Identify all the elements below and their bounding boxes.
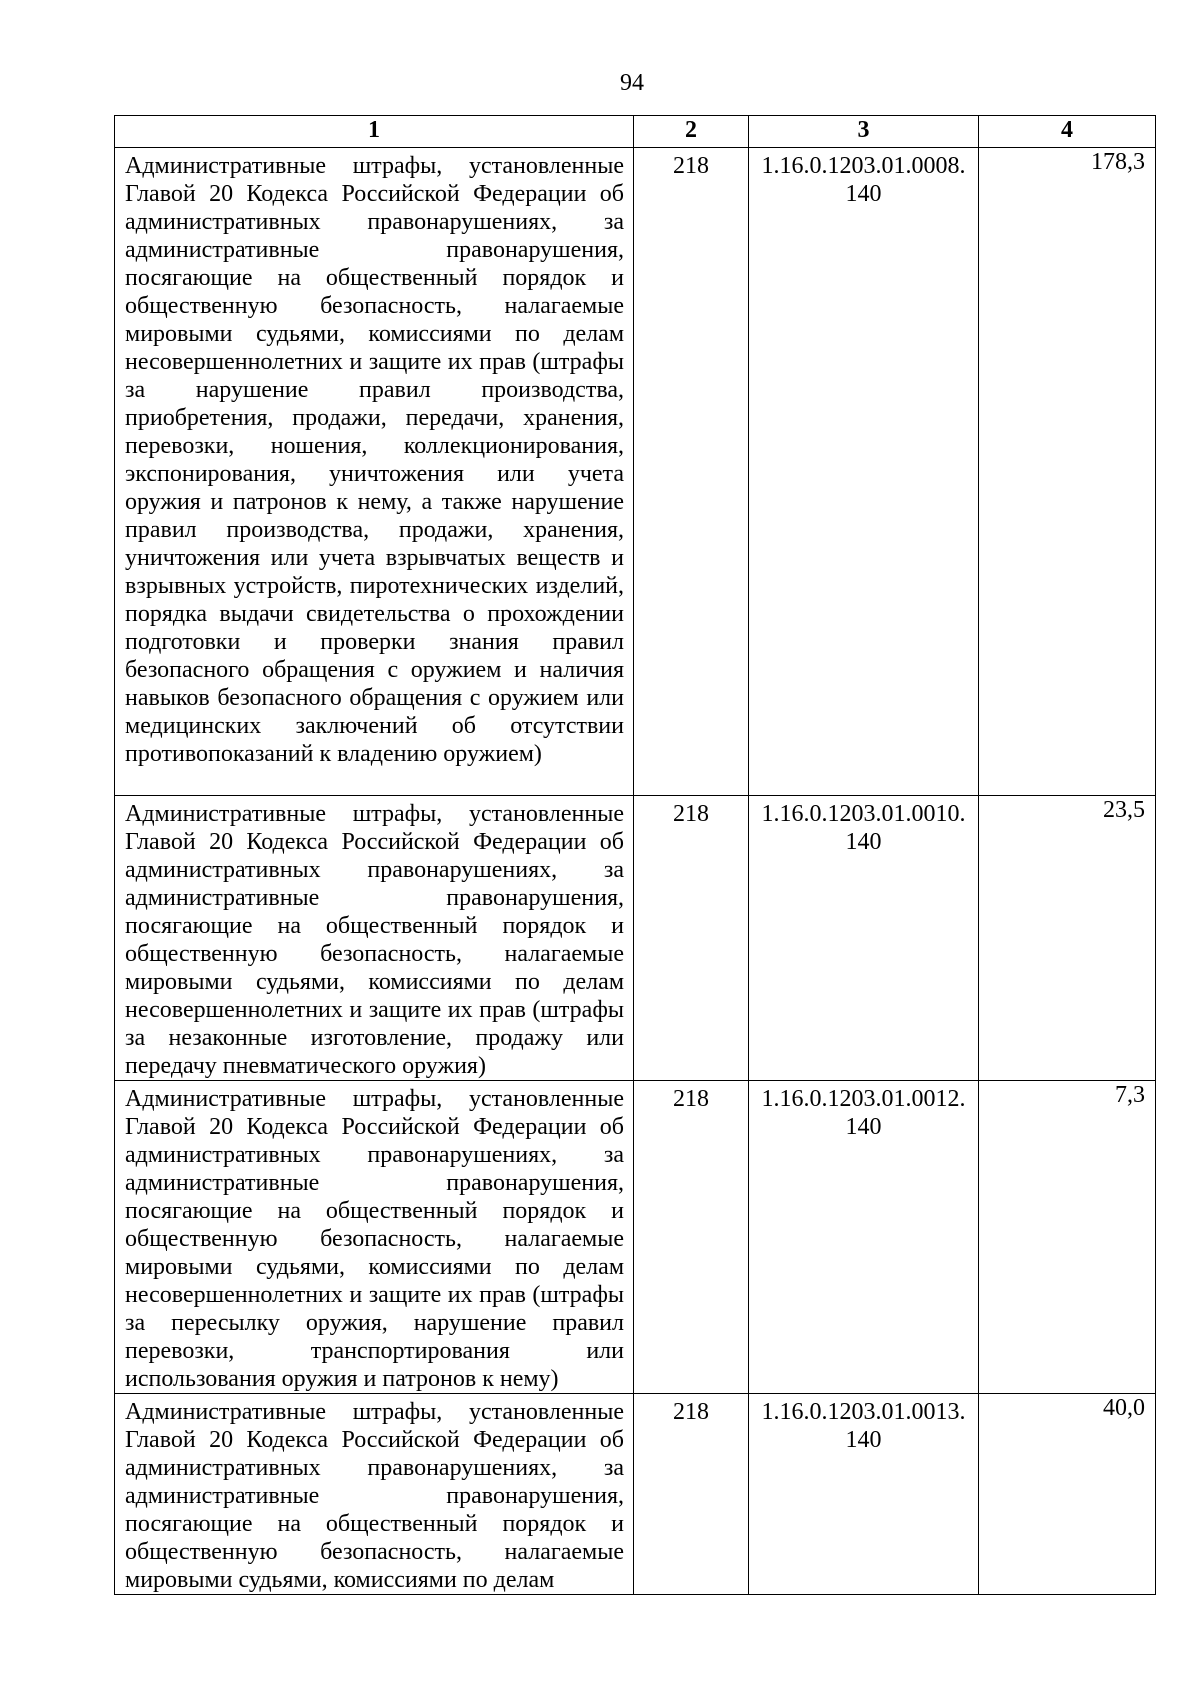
admin-code-cell: 218	[634, 1081, 749, 1394]
header-col-2: 2	[634, 116, 749, 148]
classification-code-cell	[749, 796, 979, 1081]
amount-cell: 7,3	[979, 1081, 1156, 1394]
table-row	[115, 796, 1156, 1081]
code-line-1: 1.16.0.1203.01.0012.	[761, 1086, 966, 1112]
table-header-row	[115, 116, 1156, 148]
code-line-2: 140	[845, 1427, 882, 1453]
page-number: 94	[620, 70, 644, 96]
table-row	[115, 1394, 1156, 1595]
description-cell: Административные штрафы, установленные Главой 20 Кодекса Российской Федерации об административных правонарушениях, за административные правонарушения, посягающие на общественный порядок и общественную безопасность, налагаемые мировыми судьями, комиссиями по делам несовершеннолетних и защите их прав (штрафы за незаконные изготовление, продажу или передачу пневматического оружия)	[115, 796, 634, 1081]
budget-table	[114, 115, 1156, 1595]
classification-code-cell	[749, 1081, 979, 1394]
code-line-1: 1.16.0.1203.01.0013.	[761, 1399, 966, 1425]
classification-code-cell	[749, 148, 979, 796]
header-col-3: 3	[749, 116, 979, 148]
admin-code-cell: 218	[634, 796, 749, 1081]
amount-cell: 40,0	[979, 1394, 1156, 1595]
description-cell: Административные штрафы, установленные Главой 20 Кодекса Российской Федерации об административных правонарушениях, за административные правонарушения, посягающие на общественный порядок и общественную безопасность, налагаемые мировыми судьями, комиссиями по делам несовершеннолетних и защите их прав (штрафы за пересылку оружия, нарушение правил перевозки, транспортирования или использования оружия и патронов к нему)	[115, 1081, 634, 1394]
amount-cell: 23,5	[979, 796, 1156, 1081]
header-col-4: 4	[979, 116, 1156, 148]
description-cell: Административные штрафы, установленные Главой 20 Кодекса Российской Федерации об административных правонарушениях, за административные правонарушения, посягающие на общественный порядок и общественную безопасность, налагаемые мировыми судьями, комиссиями по делам несовершеннолетних и защите их прав (штрафы за нарушение правил производства, приобретения, продажи, передачи, хранения, перевозки, ношения, коллекционирования, экспонирования, уничтожения или учета оружия и патронов к нему, а также нарушение правил производства, продажи, хранения, уничтожения или учета взрывчатых веществ и взрывных устройств, пиротехнических изделий, порядка выдачи свидетельства о прохождении подготовки и проверки знания правил безопасного обращения с оружием и наличия навыков безопасного обращения с оружием или медицинских заключений об отсутствии противопоказаний к владению оружием)	[115, 148, 634, 796]
code-line-1: 1.16.0.1203.01.0010.	[761, 801, 966, 827]
admin-code-cell: 218	[634, 148, 749, 796]
admin-code-cell: 218	[634, 1394, 749, 1595]
code-line-2: 140	[845, 1114, 882, 1140]
table-row	[115, 148, 1156, 796]
code-line-2: 140	[845, 829, 882, 855]
code-line-1: 1.16.0.1203.01.0008.	[761, 153, 966, 179]
code-line-2: 140	[845, 181, 882, 207]
amount-cell: 178,3	[979, 148, 1156, 796]
header-col-1: 1	[115, 116, 634, 148]
classification-code-cell	[749, 1394, 979, 1595]
table-row	[115, 1081, 1156, 1394]
description-cell: Административные штрафы, установленные Главой 20 Кодекса Российской Федерации об административных правонарушениях, за административные правонарушения, посягающие на общественный порядок и общественную безопасность, налагаемые мировыми судьями, комиссиями по делам	[115, 1394, 634, 1595]
